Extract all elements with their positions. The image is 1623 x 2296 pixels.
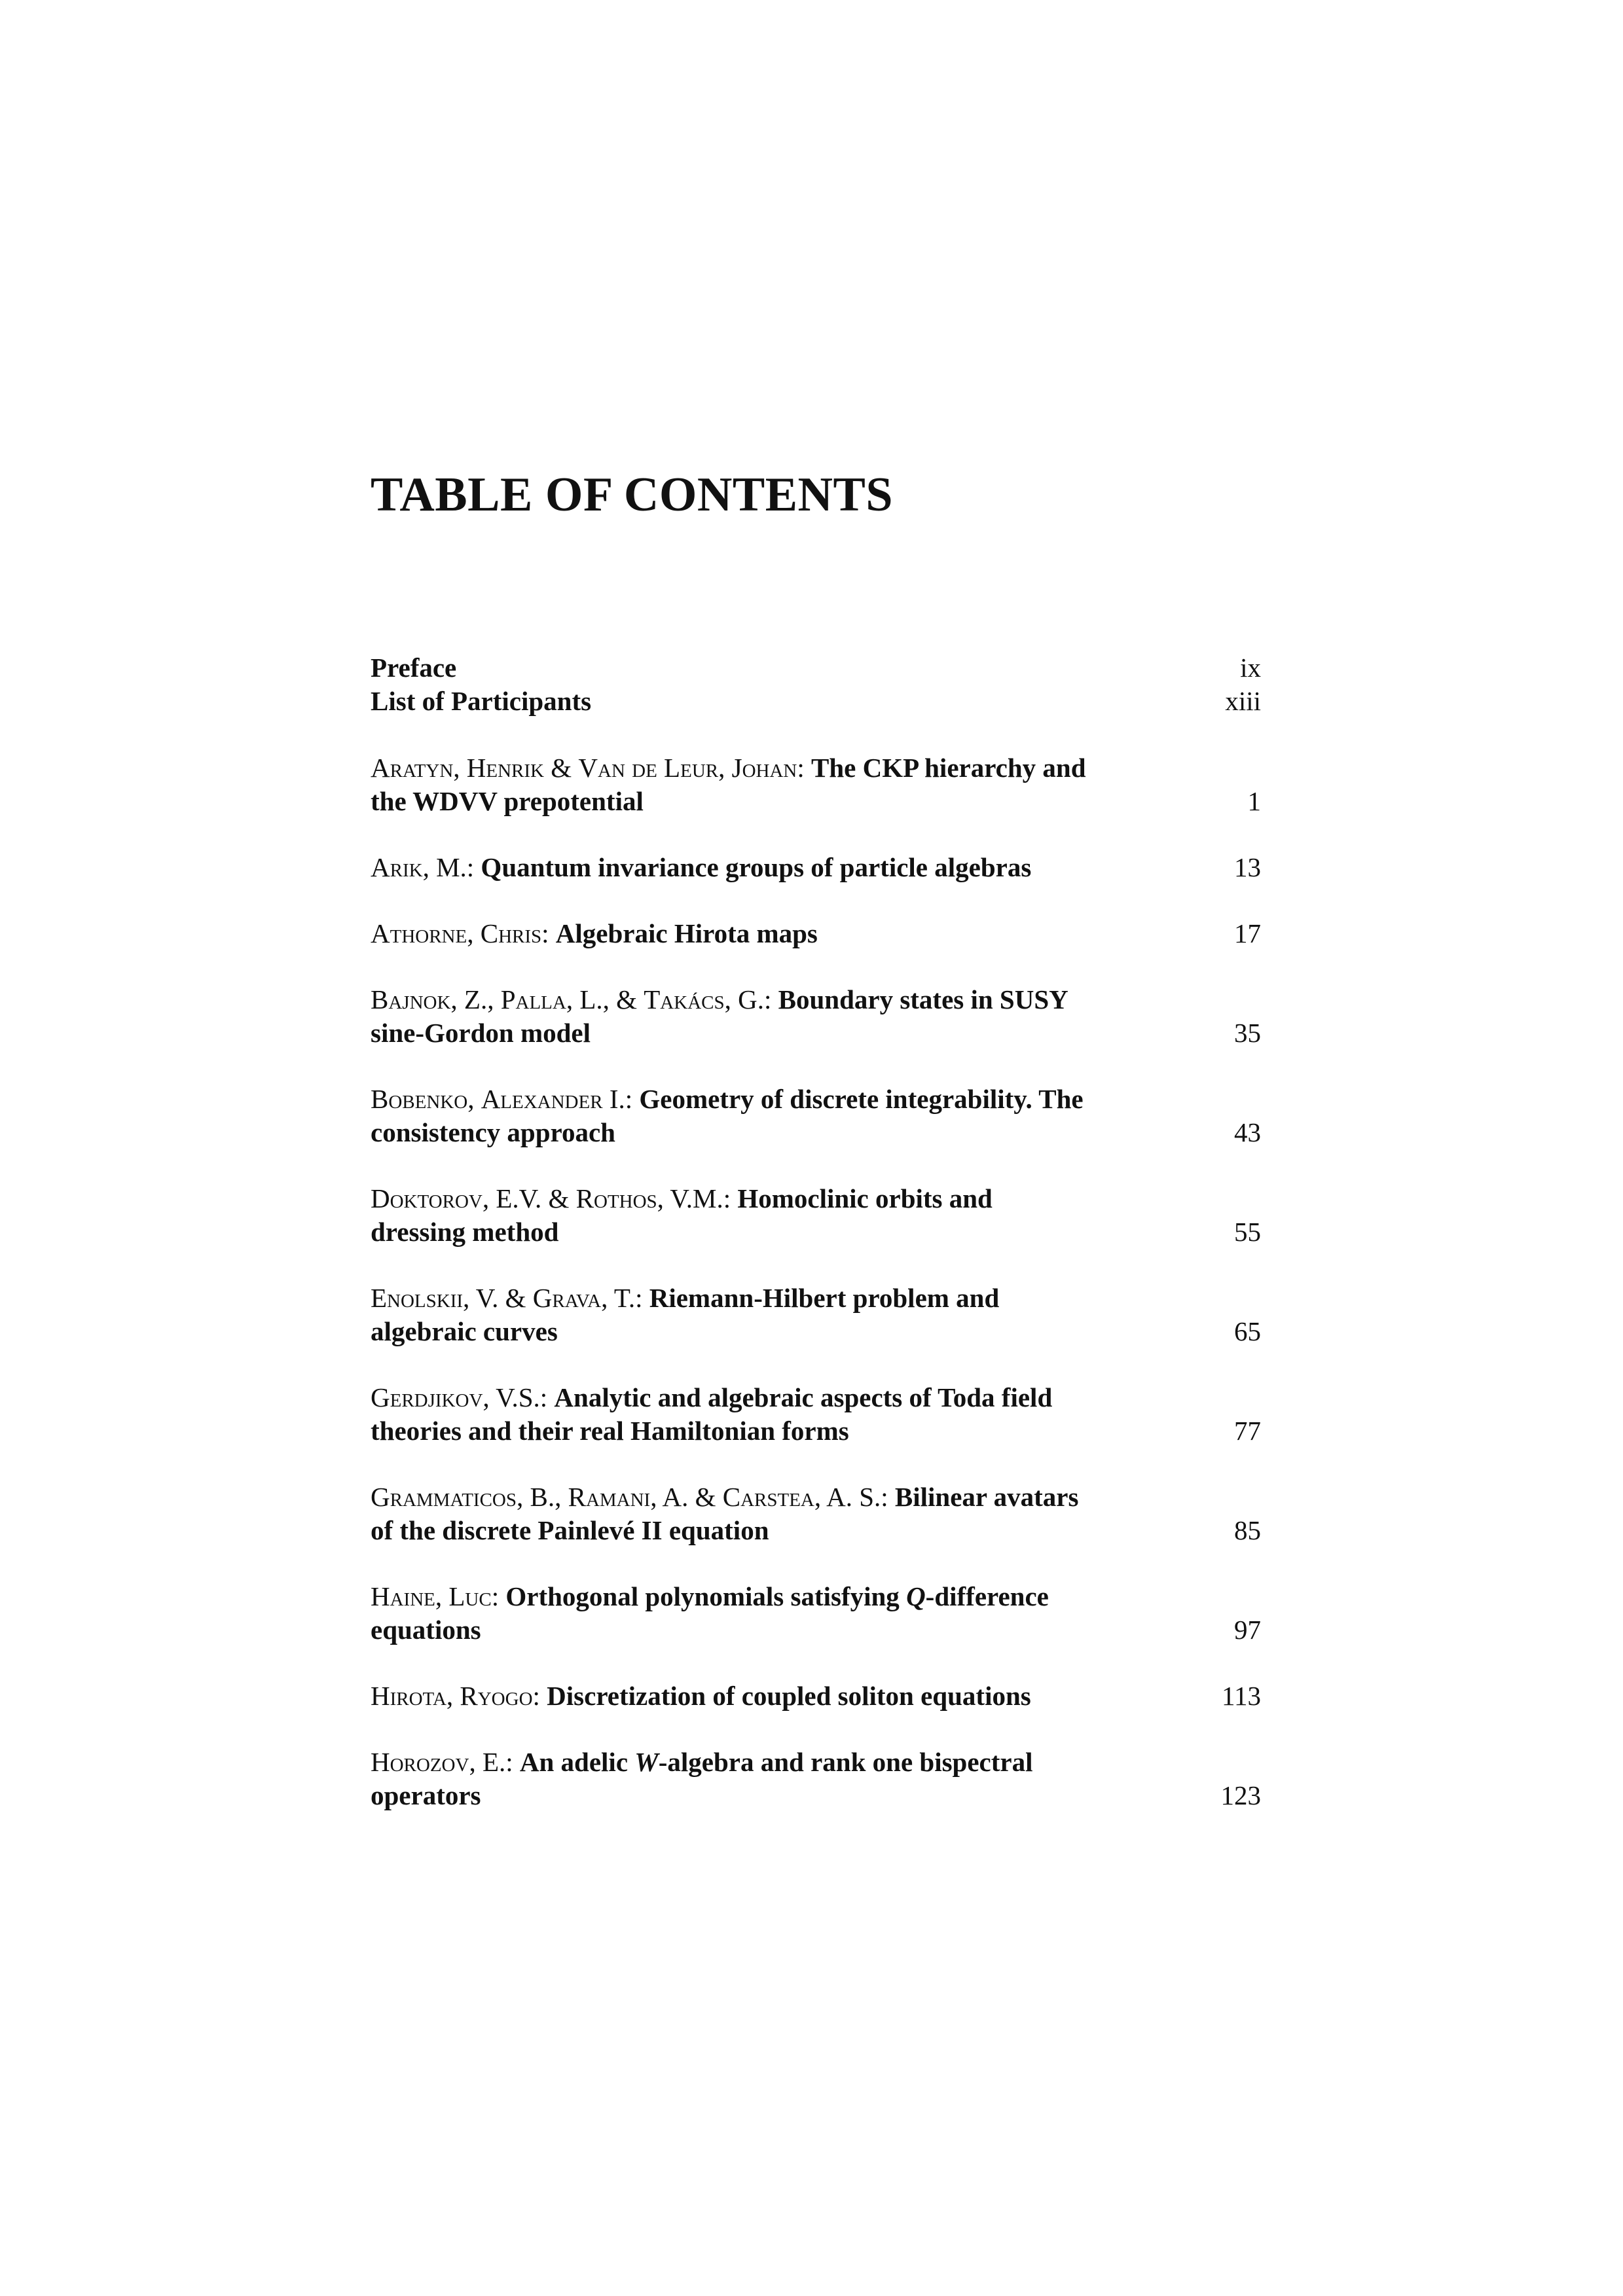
toc-entry-text [371, 1580, 1091, 1647]
author-punctuation: , A. S.: [814, 1482, 895, 1512]
author-name: Palla [500, 984, 566, 1014]
toc-entry-text [371, 917, 1091, 950]
entry-title-part: Orthogonal polynomials satisfying [505, 1581, 907, 1611]
author-punctuation: , [467, 918, 481, 948]
author-name: Doktorov [371, 1183, 483, 1213]
author-punctuation: , L., & [566, 984, 644, 1014]
toc-entry-text [371, 1282, 1091, 1348]
page-number: ix [1240, 653, 1261, 683]
author-name: Ryogo [460, 1681, 533, 1711]
toc-entry-text [371, 1679, 1091, 1713]
toc-entries [371, 751, 1261, 1812]
toc-entry[interactable] [371, 1282, 1261, 1348]
page-number: xiii [1225, 686, 1261, 716]
entry-authors [371, 984, 778, 1014]
author-name: Bajnok [371, 984, 451, 1014]
entry-title: Bilinear avatars of the discrete Painlevé II equation [371, 1482, 1079, 1545]
author-name: Aratyn [371, 753, 454, 783]
author-name: Gerdjikov [371, 1382, 483, 1412]
toc-entry[interactable] [371, 1381, 1261, 1448]
entry-authors [371, 918, 556, 948]
page-number: 55 [1234, 1217, 1261, 1247]
page-number: 65 [1234, 1316, 1261, 1346]
toc-entry-text [371, 983, 1091, 1050]
toc-entry[interactable] [371, 751, 1261, 818]
author-name: Arik [371, 852, 423, 882]
author-name: Horozov [371, 1747, 469, 1777]
entry-authors [371, 1183, 737, 1213]
entry-title: Analytic and algebraic aspects of Toda field theories and their real Hamiltonian forms [371, 1382, 1053, 1446]
author-name: Johan [731, 753, 797, 783]
author-name: Chris [480, 918, 542, 948]
author-punctuation: : [541, 918, 556, 948]
entry-title-part: An adelic [519, 1747, 635, 1777]
toc-entry[interactable] [371, 1083, 1261, 1149]
toc-entry[interactable] [371, 1679, 1261, 1713]
author-punctuation: , A. & [650, 1482, 723, 1512]
author-punctuation: : [797, 753, 811, 783]
author-name: Van de Leur [578, 753, 719, 783]
front-matter [371, 651, 1261, 718]
author-name: Luc [448, 1581, 492, 1611]
front-matter-label: List of Participants [371, 686, 592, 716]
page-title: TABLE OF CONTENTS [371, 468, 894, 522]
author-name: Haine [371, 1581, 435, 1611]
author-punctuation: , V.S.: [483, 1382, 555, 1412]
author-name: Ramani [568, 1482, 651, 1512]
entry-title: The CKP hierarchy and the WDVV prepotential [371, 753, 1086, 816]
toc-entry-text [371, 1480, 1091, 1547]
entry-title: Quantum invariance groups of particle algebras [481, 852, 1032, 882]
author-punctuation: , V.M.: [657, 1183, 738, 1213]
page-number: 77 [1234, 1416, 1261, 1446]
page-number: 35 [1234, 1018, 1261, 1048]
page-number: 1 [1247, 786, 1261, 816]
author-punctuation: : [532, 1681, 547, 1711]
toc-entry-text [371, 1083, 1091, 1149]
entry-title-math-symbol: Q [906, 1581, 926, 1611]
entry-authors [371, 1581, 505, 1611]
author-name: Grammaticos [371, 1482, 517, 1512]
entry-authors [371, 852, 481, 882]
author-punctuation: , [453, 753, 467, 783]
table-of-contents [371, 651, 1261, 1845]
author-punctuation: & [544, 753, 579, 783]
author-name: Hirota [371, 1681, 447, 1711]
author-name: Athorne [371, 918, 467, 948]
author-punctuation: I.: [602, 1084, 640, 1114]
toc-entry[interactable] [371, 917, 1261, 950]
author-punctuation: : [491, 1581, 506, 1611]
front-matter-row-preface[interactable] [371, 651, 1261, 685]
entry-authors [371, 1747, 520, 1777]
author-name: Enolskii [371, 1283, 464, 1313]
entry-title: Riemann-Hilbert problem and algebraic curves [371, 1283, 1000, 1346]
author-punctuation: , T.: [601, 1283, 649, 1313]
entry-title-part: -difference equations [371, 1581, 1049, 1645]
page-number: 13 [1234, 852, 1261, 882]
toc-entry-text [371, 851, 1091, 884]
entry-authors [371, 753, 811, 783]
author-name: Grava [532, 1283, 602, 1313]
entry-title: Boundary states in SUSY sine-Gordon model [371, 984, 1068, 1048]
entry-authors [371, 1681, 547, 1711]
toc-entry[interactable] [371, 1746, 1261, 1812]
entry-authors [371, 1482, 895, 1512]
author-punctuation: , E.: [469, 1747, 520, 1777]
toc-entry-text [371, 1182, 1091, 1249]
entry-title: Homoclinic orbits and dressing method [371, 1183, 993, 1247]
author-punctuation: , Z., [450, 984, 501, 1014]
author-punctuation: , B., [516, 1482, 568, 1512]
toc-entry-text [371, 1381, 1091, 1448]
author-name: Henrik [466, 753, 544, 783]
entry-title: Geometry of discrete integrability. The consistency approach [371, 1084, 1084, 1147]
author-punctuation: , V. & [463, 1283, 533, 1313]
page-number: 123 [1220, 1780, 1261, 1810]
entry-title: Algebraic Hirota maps [555, 918, 818, 948]
toc-entry[interactable] [371, 851, 1261, 884]
author-name: Rothos [575, 1183, 657, 1213]
author-punctuation: , [435, 1581, 449, 1611]
page-number: 43 [1234, 1117, 1261, 1147]
author-punctuation: , G.: [724, 984, 778, 1014]
author-name: Bobenko [371, 1084, 468, 1114]
page-number: 85 [1234, 1515, 1261, 1545]
toc-entry[interactable] [371, 1182, 1261, 1249]
entry-authors [371, 1283, 649, 1313]
author-punctuation: , [718, 753, 732, 783]
entry-title-part: -algebra and rank one bispectral operators [371, 1747, 1033, 1810]
front-matter-label: Preface [371, 653, 457, 683]
front-matter-row-participants[interactable] [371, 685, 1261, 718]
entry-authors [371, 1084, 639, 1114]
page-number: 17 [1234, 918, 1261, 948]
toc-entry-text [371, 751, 1091, 818]
entry-authors [371, 1382, 554, 1412]
author-punctuation: , E.V. & [482, 1183, 576, 1213]
toc-entry[interactable] [371, 983, 1261, 1050]
author-name: Carstea [722, 1482, 814, 1512]
author-punctuation: , [446, 1681, 460, 1711]
page-number: 97 [1234, 1615, 1261, 1645]
entry-title-math-symbol: W [634, 1747, 659, 1777]
toc-entry[interactable] [371, 1580, 1261, 1647]
page-number: 113 [1222, 1681, 1261, 1711]
entry-title: Discretization of coupled soliton equations [547, 1681, 1031, 1711]
toc-entry[interactable] [371, 1480, 1261, 1547]
author-name: Takács [644, 984, 725, 1014]
author-punctuation: , M.: [422, 852, 481, 882]
toc-entry-text [371, 1746, 1091, 1812]
author-punctuation: , [467, 1084, 481, 1114]
author-name: Alexander [481, 1084, 603, 1114]
